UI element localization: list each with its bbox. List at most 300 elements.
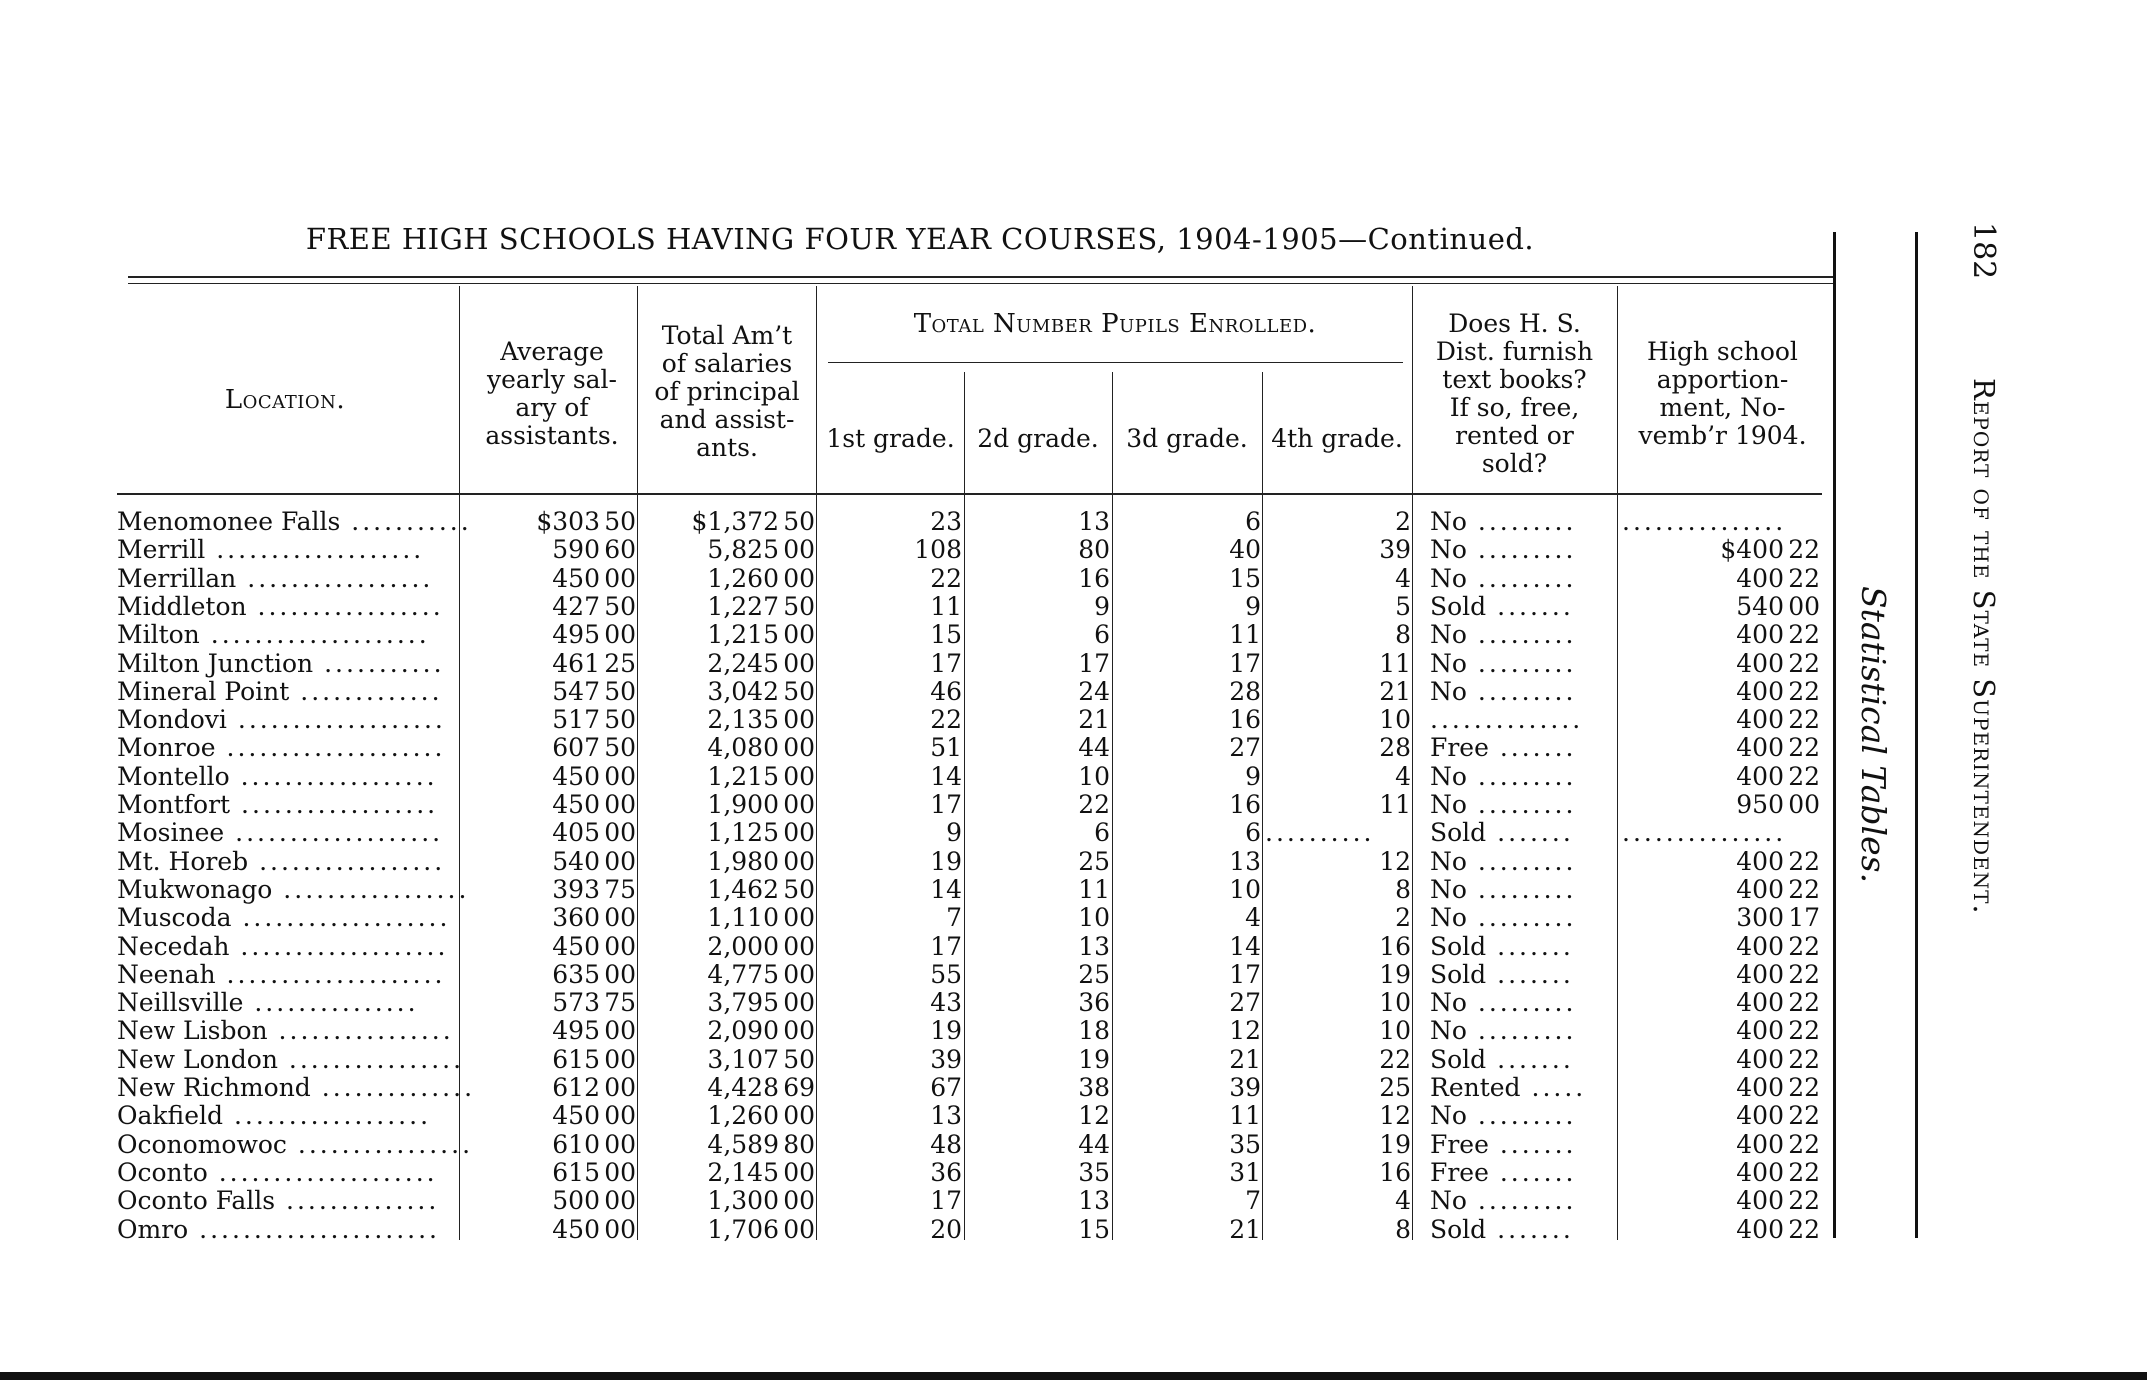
dot-leader: ......... bbox=[1466, 846, 1577, 876]
text-books-cell bbox=[1430, 904, 1610, 932]
avg-salary-cell-cents: 25 bbox=[604, 648, 636, 678]
apportionment-cell bbox=[1622, 989, 1820, 1017]
apportionment-cell-cents: 22 bbox=[1788, 1016, 1820, 1046]
grade-1-cell: 14 bbox=[930, 874, 962, 904]
grade-1-cell: 36 bbox=[930, 1157, 962, 1187]
location-name: Oakfield bbox=[117, 1101, 224, 1131]
grade-4-cell: 12 bbox=[1379, 846, 1411, 876]
text-books-value: No bbox=[1430, 1186, 1467, 1216]
total-salaries-cell-dollars: 2,145 bbox=[707, 1157, 779, 1187]
apportionment-cell bbox=[1622, 565, 1820, 593]
empty-cell-leader: .......... bbox=[1265, 818, 1375, 848]
avg-salary-cell bbox=[468, 593, 636, 621]
dot-leader: ......... bbox=[1466, 903, 1577, 933]
grade-2-cell: 80 bbox=[1078, 535, 1110, 565]
grade-2-cell: 17 bbox=[1078, 648, 1110, 678]
total-salaries-cell-cents: 00 bbox=[783, 705, 815, 735]
apportionment-cell-cents: 22 bbox=[1788, 1186, 1820, 1216]
grade-1-cell: 17 bbox=[930, 931, 962, 961]
total-salaries-cell bbox=[645, 706, 815, 734]
grade-2-cell: 19 bbox=[1078, 1044, 1110, 1074]
dot-leader: ................. bbox=[248, 846, 446, 876]
dot-leader: ..... bbox=[1520, 1073, 1587, 1102]
grade-2-cell: 6 bbox=[1094, 818, 1110, 848]
grade-3-cell: 17 bbox=[1229, 648, 1261, 678]
avg-salary-cell-dollars: 635 bbox=[552, 959, 600, 989]
avg-salary-cell-dollars: 495 bbox=[552, 1016, 600, 1046]
text-books-value: Sold bbox=[1430, 931, 1487, 961]
avg-salary-cell-cents: 50 bbox=[604, 507, 636, 536]
grade-3-cell: 12 bbox=[1229, 1016, 1261, 1046]
apportionment-cell bbox=[1622, 1102, 1820, 1130]
avg-salary-cell-cents: 00 bbox=[604, 931, 636, 961]
location-cell bbox=[117, 1073, 476, 1102]
location-cell bbox=[117, 565, 455, 593]
text-books-cell bbox=[1430, 593, 1610, 621]
avg-salary-cell bbox=[468, 1216, 636, 1244]
avg-salary-cell-cents: 00 bbox=[604, 1214, 636, 1244]
text-books-value: No bbox=[1430, 874, 1467, 904]
apportionment-cell-dollars: 400 bbox=[1736, 1016, 1784, 1046]
total-salaries-cell-dollars: 2,135 bbox=[707, 705, 779, 735]
avg-salary-cell bbox=[468, 933, 636, 961]
table-row bbox=[0, 1102, 1840, 1130]
apportionment-cell bbox=[1622, 734, 1820, 762]
grade-4-cell: 19 bbox=[1379, 959, 1411, 989]
grade-3-cell: 21 bbox=[1229, 1214, 1261, 1244]
apportionment-cell-cents: 22 bbox=[1788, 846, 1820, 876]
avg-salary-cell-cents: 00 bbox=[604, 818, 636, 848]
avg-salary-cell-dollars: 450 bbox=[552, 1101, 600, 1131]
apportionment-cell-dollars: 400 bbox=[1736, 959, 1784, 989]
avg-salary-cell bbox=[468, 1017, 636, 1045]
avg-salary-cell bbox=[468, 1074, 636, 1102]
total-salaries-cell bbox=[645, 508, 815, 536]
dot-leader: ....... bbox=[1486, 959, 1574, 989]
table-row bbox=[0, 678, 1840, 706]
total-salaries-cell bbox=[645, 678, 815, 706]
apportionment-cell-dollars: 400 bbox=[1736, 1157, 1784, 1187]
total-salaries-cell-cents: 50 bbox=[783, 591, 815, 621]
avg-salary-cell bbox=[468, 791, 636, 819]
total-salaries-cell-dollars: 1,900 bbox=[707, 790, 779, 819]
total-salaries-cell-dollars: 4,775 bbox=[707, 959, 779, 989]
total-salaries-cell-dollars: 1,215 bbox=[707, 761, 779, 791]
total-salaries-cell-dollars: 3,107 bbox=[707, 1044, 779, 1074]
location-name: Oconto Falls bbox=[117, 1186, 276, 1216]
text-books-value: No bbox=[1430, 507, 1467, 536]
grade-4-cell: 10 bbox=[1379, 1016, 1411, 1046]
avg-salary-cell-cents: 00 bbox=[604, 790, 636, 819]
total-salaries-cell-cents: 00 bbox=[783, 1214, 815, 1244]
apportionment-cell bbox=[1622, 1017, 1820, 1045]
text-books-value: Sold bbox=[1430, 1214, 1487, 1244]
apportionment-cell-cents: 22 bbox=[1788, 705, 1820, 735]
table-row bbox=[0, 876, 1840, 904]
location-name: Mt. Horeb bbox=[117, 846, 249, 876]
total-salaries-cell-dollars: 1,980 bbox=[707, 846, 779, 876]
avg-salary-cell-cents: 00 bbox=[604, 761, 636, 791]
grade-1-cell: 14 bbox=[930, 761, 962, 791]
grade-3-cell: 9 bbox=[1245, 761, 1261, 791]
dot-leader: ......... bbox=[1466, 1186, 1577, 1216]
location-cell bbox=[117, 1216, 455, 1244]
table-row bbox=[0, 734, 1840, 762]
grade-3-cell: 17 bbox=[1229, 959, 1261, 989]
grade-1-cell: 13 bbox=[930, 1101, 962, 1131]
location-name: Oconto bbox=[117, 1157, 208, 1187]
apportionment-cell-dollars: 400 bbox=[1736, 874, 1784, 904]
dot-leader: ................. bbox=[246, 591, 444, 621]
location-cell bbox=[117, 848, 455, 876]
apportionment-cell-dollars: 400 bbox=[1736, 1073, 1784, 1102]
apportionment-cell bbox=[1622, 1159, 1820, 1187]
header-apportionment: High school apportion- ment, No- vemb’r 1904. bbox=[1638, 337, 1807, 450]
apportionment-cell-dollars: 950 bbox=[1736, 790, 1784, 819]
text-books-cell bbox=[1430, 508, 1610, 536]
apportionment-cell bbox=[1622, 678, 1820, 706]
grade-4-cell: 5 bbox=[1395, 591, 1411, 621]
grade-3-cell: 4 bbox=[1245, 903, 1261, 933]
avg-salary-cell-dollars: 517 bbox=[552, 705, 600, 735]
text-books-cell bbox=[1430, 989, 1610, 1017]
location-name: Monroe bbox=[117, 733, 216, 763]
avg-salary-cell bbox=[468, 1131, 636, 1159]
avg-salary-cell-dollars: 573 bbox=[552, 988, 600, 1018]
text-books-value: Sold bbox=[1430, 1044, 1487, 1074]
table-row bbox=[0, 933, 1840, 961]
avg-salary-cell-cents: 75 bbox=[604, 988, 636, 1018]
avg-salary-cell-dollars: 427 bbox=[552, 591, 600, 621]
text-books-cell bbox=[1430, 1074, 1610, 1102]
grade-3-cell: 10 bbox=[1229, 874, 1261, 904]
total-salaries-cell-dollars: 1,215 bbox=[707, 620, 779, 650]
grade-3-cell: 6 bbox=[1245, 818, 1261, 848]
location-name: Milton bbox=[117, 620, 200, 650]
apportionment-cell bbox=[1622, 1046, 1820, 1074]
avg-salary-cell-cents: 75 bbox=[604, 874, 636, 904]
location-cell bbox=[117, 819, 455, 847]
text-books-value: Free bbox=[1430, 1157, 1489, 1187]
total-salaries-cell-cents: 00 bbox=[783, 818, 815, 848]
dot-leader: ................... bbox=[224, 818, 444, 848]
side-title: Statistical Tables. bbox=[1854, 586, 1893, 884]
total-salaries-cell-dollars: 3,042 bbox=[707, 676, 779, 706]
avg-salary-cell-cents: 00 bbox=[604, 846, 636, 876]
dot-leader: ......... bbox=[1466, 988, 1577, 1018]
total-salaries-cell-dollars: 1,260 bbox=[707, 1101, 779, 1131]
avg-salary-cell-dollars: 547 bbox=[552, 676, 600, 706]
location-name: Mosinee bbox=[117, 818, 225, 848]
grade-2-cell: 21 bbox=[1078, 705, 1110, 735]
location-name: Mineral Point bbox=[117, 676, 290, 706]
dot-leader: ....... bbox=[1486, 591, 1574, 621]
total-salaries-cell-cents: 80 bbox=[783, 1129, 815, 1159]
grade-4-cell: 11 bbox=[1379, 648, 1411, 678]
location-cell bbox=[117, 1044, 465, 1074]
avg-salary-cell-dollars: 450 bbox=[552, 790, 600, 819]
header-grade-4: 4th grade. bbox=[1271, 424, 1403, 453]
dot-leader: ............. bbox=[289, 676, 443, 706]
avg-salary-cell-cents: 00 bbox=[604, 1016, 636, 1046]
total-salaries-cell bbox=[645, 1102, 815, 1130]
total-salaries-cell-cents: 00 bbox=[783, 1016, 815, 1046]
total-salaries-cell-dollars: 4,428 bbox=[707, 1073, 779, 1102]
grade-3-cell: 7 bbox=[1245, 1186, 1261, 1216]
avg-salary-cell bbox=[468, 1102, 636, 1130]
page-bottom-edge bbox=[0, 1372, 2147, 1380]
grade-2-cell: 6 bbox=[1094, 620, 1110, 650]
location-cell bbox=[117, 1129, 474, 1159]
dot-leader: ......... bbox=[1466, 535, 1577, 565]
text-books-cell bbox=[1430, 536, 1610, 564]
grade-1-cell: 67 bbox=[930, 1073, 962, 1102]
grade-1-cell: 39 bbox=[930, 1044, 962, 1074]
dot-leader: ................... bbox=[226, 705, 446, 735]
location-name: Montello bbox=[117, 761, 230, 791]
total-salaries-cell-cents: 50 bbox=[783, 874, 815, 904]
table-row bbox=[0, 989, 1840, 1017]
dot-leader: ....... bbox=[1486, 818, 1574, 848]
avg-salary-cell bbox=[468, 650, 636, 678]
table-row bbox=[0, 961, 1840, 989]
dot-leader: ......... bbox=[1466, 676, 1577, 706]
total-salaries-cell-dollars: 1,300 bbox=[707, 1186, 779, 1216]
grade-3-cell: 11 bbox=[1229, 620, 1261, 650]
avg-salary-cell bbox=[468, 1046, 636, 1074]
grade-4-cell: 8 bbox=[1395, 874, 1411, 904]
avg-salary-cell bbox=[468, 876, 636, 904]
location-cell bbox=[117, 536, 455, 564]
grade-2-cell: 44 bbox=[1078, 1129, 1110, 1159]
location-cell bbox=[117, 1102, 455, 1130]
total-salaries-cell bbox=[645, 961, 815, 989]
text-books-value: No bbox=[1430, 761, 1467, 791]
avg-salary-cell-cents: 00 bbox=[604, 1157, 636, 1187]
dot-leader: ................ bbox=[267, 1016, 454, 1046]
grade-4-cell: 28 bbox=[1379, 733, 1411, 763]
location-name: Milton Junction bbox=[117, 648, 314, 678]
total-salaries-cell bbox=[645, 791, 815, 819]
location-cell bbox=[117, 933, 455, 961]
grade-3-cell: 21 bbox=[1229, 1044, 1261, 1074]
location-cell bbox=[117, 1159, 455, 1187]
total-salaries-cell-dollars: 2,090 bbox=[707, 1016, 779, 1046]
table-row bbox=[0, 1159, 1840, 1187]
grade-2-cell: 13 bbox=[1078, 931, 1110, 961]
grade-2-cell: 15 bbox=[1078, 1214, 1110, 1244]
grade-3-cell: 27 bbox=[1229, 733, 1261, 763]
grade-1-cell: 108 bbox=[914, 535, 962, 565]
location-cell bbox=[117, 621, 455, 649]
total-salaries-cell-dollars: 1,260 bbox=[707, 563, 779, 593]
total-salaries-cell bbox=[645, 933, 815, 961]
location-name: New Richmond bbox=[117, 1073, 311, 1102]
table-row bbox=[0, 508, 1840, 536]
avg-salary-cell bbox=[468, 1159, 636, 1187]
grade-1-cell: 11 bbox=[930, 591, 962, 621]
text-books-value: No bbox=[1430, 676, 1467, 706]
location-cell bbox=[117, 593, 455, 621]
total-salaries-cell bbox=[645, 536, 815, 564]
header-total-salaries: Total Am’t of salaries of principal and assist- ants. bbox=[654, 321, 800, 462]
grade-3-cell: 28 bbox=[1229, 676, 1261, 706]
text-books-value: No bbox=[1430, 1101, 1467, 1131]
location-cell bbox=[117, 507, 472, 536]
apportionment-cell-cents: 22 bbox=[1788, 1101, 1820, 1131]
apportionment-cell bbox=[1622, 791, 1820, 819]
text-books-cell bbox=[1430, 933, 1610, 961]
header-enrolled: Total Number Pupils Enrolled. bbox=[913, 309, 1317, 339]
total-salaries-cell bbox=[645, 1074, 815, 1102]
grade-4-cell: 12 bbox=[1379, 1101, 1411, 1131]
table-row bbox=[0, 1216, 1840, 1244]
dot-leader: .............. bbox=[275, 1186, 440, 1216]
total-salaries-cell-dollars: 2,245 bbox=[707, 648, 779, 678]
grade-2-cell: 12 bbox=[1078, 1101, 1110, 1131]
avg-salary-cell-dollars: 495 bbox=[552, 620, 600, 650]
apportionment-cell bbox=[1622, 650, 1820, 678]
grade-4-cell: 8 bbox=[1395, 1214, 1411, 1244]
text-books-cell bbox=[1430, 565, 1610, 593]
grade-4-cell: 39 bbox=[1379, 535, 1411, 565]
total-salaries-cell-cents: 00 bbox=[783, 1157, 815, 1187]
text-books-cell bbox=[1430, 961, 1610, 989]
table-row bbox=[0, 848, 1840, 876]
apportionment-cell-cents: 22 bbox=[1788, 733, 1820, 763]
avg-salary-cell-cents: 00 bbox=[604, 903, 636, 933]
avg-salary-cell bbox=[468, 678, 636, 706]
total-salaries-cell-cents: 00 bbox=[783, 931, 815, 961]
apportionment-cell-dollars: 400 bbox=[1736, 1186, 1784, 1216]
apportionment-cell-cents: 22 bbox=[1788, 535, 1820, 565]
table-row bbox=[0, 565, 1840, 593]
apportionment-cell bbox=[1622, 848, 1820, 876]
avg-salary-cell bbox=[468, 819, 636, 847]
avg-salary-cell-dollars: 610 bbox=[552, 1129, 600, 1159]
avg-salary-cell-cents: 60 bbox=[604, 535, 636, 565]
location-cell bbox=[117, 650, 455, 678]
total-salaries-cell bbox=[645, 904, 815, 932]
apportionment-empty: ............... bbox=[1622, 818, 1787, 848]
total-salaries-cell-cents: 00 bbox=[783, 903, 815, 933]
text-books-value: Sold bbox=[1430, 818, 1487, 848]
grade-4-cell: 22 bbox=[1379, 1044, 1411, 1074]
table-row bbox=[0, 1046, 1840, 1074]
total-salaries-cell bbox=[645, 1046, 815, 1074]
location-name: Menomonee Falls bbox=[117, 507, 341, 536]
apportionment-cell-dollars: $400 bbox=[1720, 535, 1784, 565]
apportionment-cell-dollars: 400 bbox=[1736, 1044, 1784, 1074]
avg-salary-cell-dollars: 360 bbox=[552, 903, 600, 933]
total-salaries-cell bbox=[645, 848, 815, 876]
avg-salary-cell bbox=[468, 536, 636, 564]
total-salaries-cell-dollars: 1,227 bbox=[707, 591, 779, 621]
text-books-value: Free bbox=[1430, 733, 1489, 763]
text-books-cell bbox=[1430, 1159, 1610, 1187]
text-books-cell bbox=[1430, 678, 1610, 706]
dot-leader: ................... bbox=[231, 903, 451, 933]
location-cell bbox=[117, 791, 455, 819]
dot-leader: ....... bbox=[1488, 733, 1577, 763]
grade-3-cell: 16 bbox=[1229, 790, 1261, 819]
total-salaries-cell bbox=[645, 1216, 815, 1244]
total-salaries-cell-cents: 50 bbox=[783, 676, 815, 706]
grade-3-cell: 15 bbox=[1229, 563, 1261, 593]
text-books-cell bbox=[1430, 1131, 1610, 1159]
apportionment-cell-dollars: 400 bbox=[1736, 931, 1784, 961]
avg-salary-cell-dollars: 615 bbox=[552, 1157, 600, 1187]
text-books-value: No bbox=[1430, 648, 1467, 678]
total-salaries-cell-cents: 00 bbox=[783, 846, 815, 876]
apportionment-cell-dollars: 400 bbox=[1736, 761, 1784, 791]
apportionment-cell bbox=[1622, 1216, 1820, 1244]
grade-2-cell: 35 bbox=[1078, 1157, 1110, 1187]
grade-3-cell: 9 bbox=[1245, 591, 1261, 621]
apportionment-cell-cents: 22 bbox=[1788, 874, 1820, 904]
apportionment-cell-dollars: 400 bbox=[1736, 648, 1784, 678]
dot-leader: ....... bbox=[1486, 1214, 1574, 1244]
total-salaries-cell-dollars: 1,125 bbox=[707, 818, 779, 848]
apportionment-cell-cents: 22 bbox=[1788, 563, 1820, 593]
apportionment-cell bbox=[1622, 706, 1820, 734]
dot-leader: ....... bbox=[1488, 1157, 1577, 1187]
total-salaries-cell-dollars: 4,589 bbox=[707, 1129, 779, 1159]
header-rule bbox=[117, 493, 1822, 495]
avg-salary-cell-dollars: 590 bbox=[552, 535, 600, 565]
apportionment-cell-cents: 22 bbox=[1788, 931, 1820, 961]
dot-leader: ........... bbox=[313, 648, 445, 678]
grade-2-cell: 10 bbox=[1078, 761, 1110, 791]
apportionment-cell-cents: 22 bbox=[1788, 1214, 1820, 1244]
apportionment-cell-dollars: 400 bbox=[1736, 1129, 1784, 1159]
grade-4-cell: 2 bbox=[1395, 507, 1411, 536]
avg-salary-cell bbox=[468, 621, 636, 649]
total-salaries-cell-cents: 00 bbox=[783, 1186, 815, 1216]
header-grade-1: 1st grade. bbox=[826, 424, 955, 453]
dot-leader: ........... bbox=[340, 507, 472, 536]
grade-1-cell: 22 bbox=[930, 705, 962, 735]
apportionment-cell bbox=[1622, 593, 1820, 621]
location-name: Neillsville bbox=[117, 988, 244, 1018]
avg-salary-cell-dollars: 540 bbox=[552, 846, 600, 876]
grade-4-cell: 10 bbox=[1379, 705, 1411, 735]
dot-leader: .................. bbox=[223, 1101, 432, 1131]
grade-2-cell: 9 bbox=[1094, 591, 1110, 621]
grade-4-cell: 4 bbox=[1395, 1186, 1411, 1216]
page-title: FREE HIGH SCHOOLS HAVING FOUR YEAR COURSES, 1904-1905—Continued. bbox=[305, 222, 1535, 256]
grade-4-cell: 25 bbox=[1379, 1073, 1411, 1102]
total-salaries-cell-cents: 00 bbox=[783, 790, 815, 819]
total-salaries-cell-dollars: 1,706 bbox=[707, 1214, 779, 1244]
dot-leader: .................... bbox=[207, 1157, 438, 1187]
avg-salary-cell-cents: 00 bbox=[604, 1129, 636, 1159]
apportionment-cell bbox=[1622, 1074, 1820, 1102]
total-salaries-cell bbox=[645, 565, 815, 593]
location-cell bbox=[117, 961, 455, 989]
text-books-cell bbox=[1430, 791, 1610, 819]
enrolled-rule bbox=[828, 362, 1403, 363]
total-salaries-cell-cents: 50 bbox=[783, 507, 815, 536]
avg-salary-cell-cents: 00 bbox=[604, 1186, 636, 1216]
text-books-value: No bbox=[1430, 1016, 1467, 1046]
location-cell bbox=[117, 874, 470, 904]
location-name: New Lisbon bbox=[117, 1016, 268, 1046]
grade-2-cell: 22 bbox=[1078, 790, 1110, 819]
page-right-border bbox=[1915, 232, 1918, 1238]
table-row bbox=[0, 593, 1840, 621]
avg-salary-cell bbox=[468, 565, 636, 593]
